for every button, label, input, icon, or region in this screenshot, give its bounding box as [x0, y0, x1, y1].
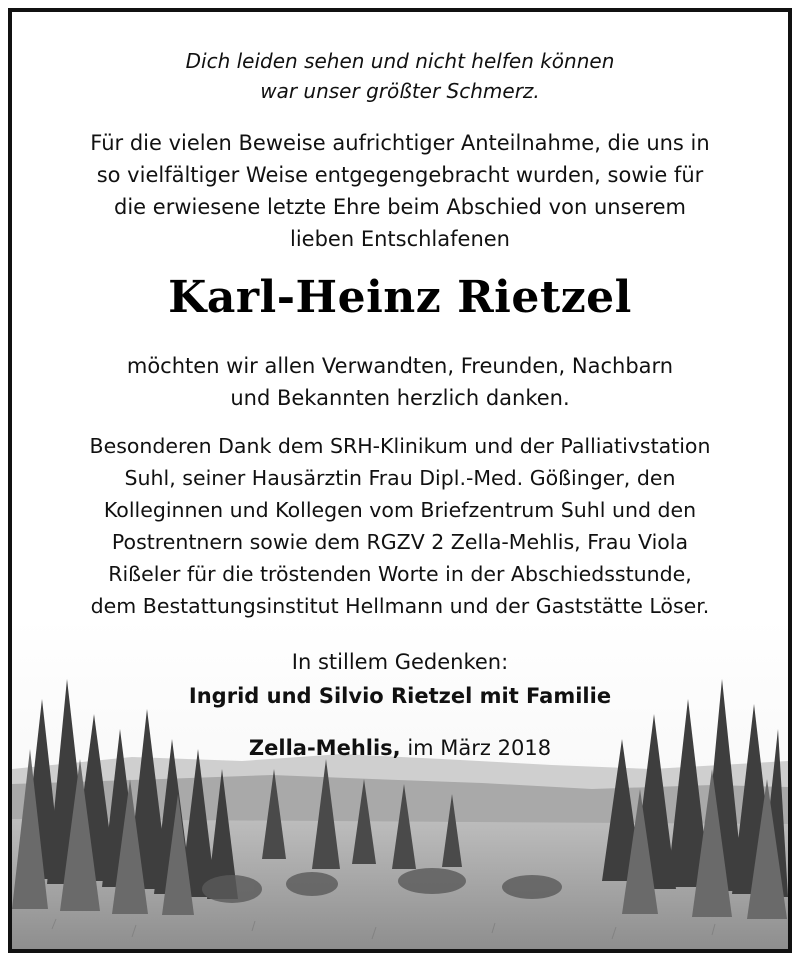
thanks-line: möchten wir allen Verwandten, Freunden, Nachbarn [126, 354, 674, 378]
family-signature: Ingrid und Silvio Rietzel mit Familie [188, 684, 612, 708]
intro-line: lieben Entschlafenen [290, 227, 510, 251]
thanks-paragraph [12, 350, 788, 414]
closing-block [12, 645, 788, 765]
intro-paragraph [12, 127, 788, 255]
special-thanks-line: Besonderen Dank dem SRH-Klinikum und der Palliativstation [89, 434, 711, 458]
notice-frame [8, 8, 792, 953]
special-thanks-line: Suhl, seiner Hausärztin Frau Dipl.-Med. Gößinger, den [124, 466, 676, 490]
quote-line: Dich leiden sehen und nicht helfen können [185, 49, 615, 73]
special-thanks-line: dem Bestattungsinstitut Hellmann und der Gaststätte Löser. [90, 594, 710, 618]
thanks-line: und Bekannten herzlich danken. [230, 386, 570, 410]
intro-line: Für die vielen Beweise aufrichtiger Anteilnahme, die uns in [90, 131, 710, 155]
place-name: Zella-Mehlis, [248, 736, 401, 760]
special-thanks-line: Postrentnern sowie dem RGZV 2 Zella-Mehlis, Frau Viola [111, 530, 689, 554]
intro-line: so vielfältiger Weise entgegengebracht wurden, sowie für [96, 163, 704, 187]
special-thanks-line: Kolleginnen und Kollegen vom Briefzentrum Suhl und den [103, 498, 697, 522]
deceased-name: Karl-Heinz Rietzel [168, 272, 632, 323]
special-thanks-line: Rißeler für die tröstenden Worte in der Abschiedsstunde, [108, 562, 692, 586]
quote-line: war unser größter Schmerz. [260, 79, 540, 103]
opening-quote [12, 46, 788, 106]
intro-line: die erwiesene letzte Ehre beim Abschied von unserem [114, 195, 686, 219]
memorial-line: In stillem Gedenken: [291, 650, 509, 674]
notice-content [12, 12, 788, 949]
date-text: im März 2018 [407, 736, 552, 760]
place-date-line [12, 731, 788, 765]
special-thanks-paragraph [12, 430, 788, 622]
